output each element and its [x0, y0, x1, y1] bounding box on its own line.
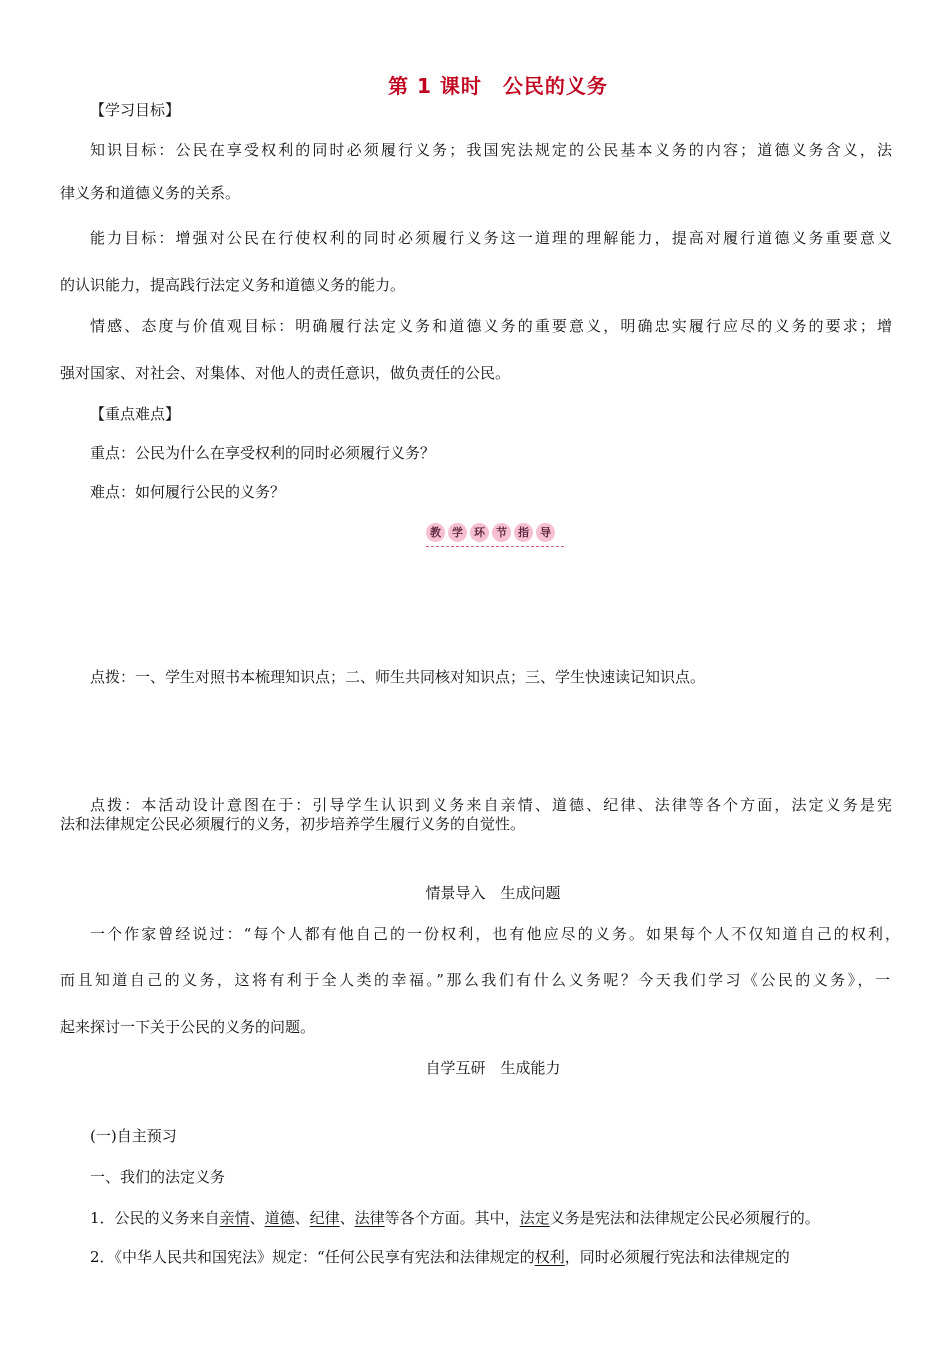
objective-emotion-line2: 强对国家、对社会、对集体、对他人的责任意识，做负责任的公民。: [60, 364, 511, 382]
item-two-text: 《中华人民共和国宪法》规定：“任何公民享有宪法和法律规定的: [114, 1248, 535, 1266]
item-two-number: 2．: [90, 1248, 115, 1266]
banner-dashed-underline: [426, 546, 564, 547]
banner-char: 节: [492, 523, 511, 542]
section-intro-heading: 情景导入 生成问题: [425, 884, 561, 902]
item-one-text: 等各个方面。其中，: [384, 1209, 520, 1227]
teaching-guide-banner: [426, 521, 564, 549]
tip-one: 点拨：一、学生对照书本梳理知识点；二、师生共同核对知识点；三、学生快速读记知识点。: [90, 668, 706, 686]
item-two-blank-answer: 权利: [534, 1248, 565, 1266]
tip-two-line2: 法和法律规定公民必须履行的义务，初步培养学生履行义务的自觉性。: [60, 815, 526, 833]
key-points-heading: 【重点难点】: [90, 405, 181, 423]
objective-knowledge-line1: 知识目标：公民在享受权利的同时必须履行义务；我国宪法规定的公民基本义务的内容；道德义务含义，法: [90, 141, 892, 159]
page-title: 第 1 课时 公民的义务: [388, 74, 608, 98]
intro-line1: 一个作家曾经说过：“每个人都有他自己的一份权利，也有他应尽的义务。如果每个人不仅知道自己的权利，: [90, 925, 900, 943]
item-one-blank-answer: 法定: [519, 1209, 550, 1227]
banner-char: 环: [470, 523, 489, 542]
item-one: [90, 1208, 820, 1228]
item-one-text: 、: [294, 1209, 310, 1227]
objective-ability-line1: 能力目标：增强对公民在行使权利的同时必须履行义务这一道理的理解能力，提高对履行道德义务重要意义: [90, 229, 892, 247]
banner-char: 指: [514, 523, 533, 542]
item-one-blank-answer: 道德: [264, 1209, 295, 1227]
item-one-blank-answer: 亲情: [219, 1209, 250, 1227]
intro-line2: 而且知道自己的义务，这将有利于全人类的幸福。”那么我们有什么义务呢？今天我们学习《公民的义务》，一: [60, 971, 890, 989]
part-one-heading: 一、我们的法定义务: [90, 1168, 226, 1186]
item-one-text: 、: [339, 1209, 355, 1227]
objective-emotion-line1: 情感、态度与价值观目标：明确履行法定义务和道德义务的重要意义，明确忠实履行应尽的义务的要求；增: [90, 317, 892, 335]
item-two: [90, 1247, 790, 1267]
banner-char: 导: [536, 523, 555, 542]
objectives-heading: 【学习目标】: [90, 101, 181, 119]
item-one-number: 1．: [90, 1209, 115, 1227]
banner-char: 学: [448, 523, 467, 542]
item-two-text: ，同时必须履行宪法和法律规定的: [564, 1248, 790, 1266]
preview-heading: (一)自主预习: [90, 1127, 177, 1145]
section-selfstudy-heading: 自学互研 生成能力: [425, 1059, 561, 1077]
banner-char: 教: [426, 523, 445, 542]
objective-knowledge-line2: 律义务和道德义务的关系。: [60, 184, 241, 202]
item-one-blank-answer: 法律: [354, 1209, 385, 1227]
item-one-text: 、: [249, 1209, 265, 1227]
item-one-text: 义务是宪法和法律规定公民必须履行的。: [549, 1209, 820, 1227]
item-one-blank-answer: 纪律: [309, 1209, 340, 1227]
key-point: 重点：公民为什么在享受权利的同时必须履行义务？: [90, 444, 436, 462]
objective-ability-line2: 的认识能力，提高践行法定义务和道德义务的能力。: [60, 276, 406, 294]
intro-line3: 起来探讨一下关于公民的义务的问题。: [60, 1018, 316, 1036]
difficult-point: 难点：如何履行公民的义务？: [90, 483, 286, 501]
tip-two-line1: 点拨：本活动设计意图在于：引导学生认识到义务来自亲情、道德、纪律、法律等各个方面，法定义务是宪: [90, 796, 892, 814]
item-one-text: 公民的义务来自: [114, 1209, 220, 1227]
